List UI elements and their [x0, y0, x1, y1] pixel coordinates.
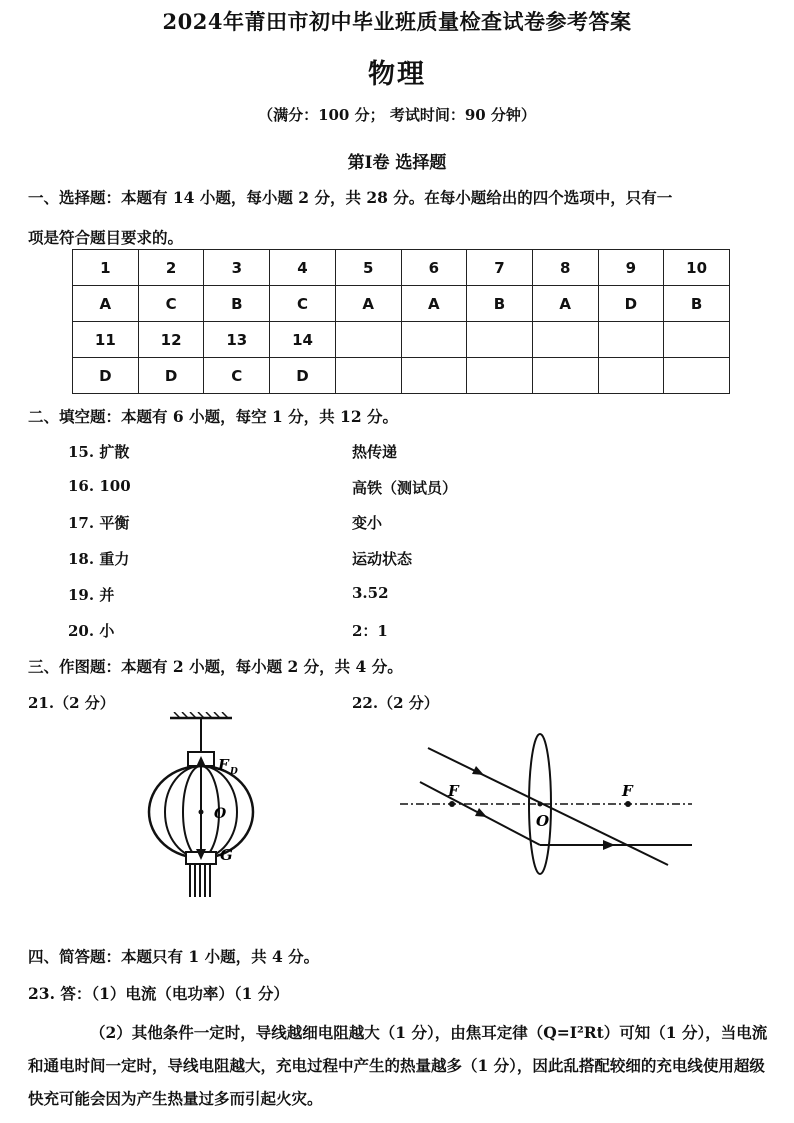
answer-table-cell	[598, 358, 664, 394]
answer-table-cell: A	[532, 286, 598, 322]
section3-heading: 三、作图题：本题有 2 小题，每小题 2 分，共 4 分。	[28, 657, 403, 676]
subject-title: 物理	[368, 59, 426, 90]
answer-table-cell: 11	[73, 322, 139, 358]
answer-table-cell	[532, 358, 598, 394]
answer-table-cell	[467, 358, 533, 394]
question-23-paragraph: （2）其他条件一定时，导线越细电阻越大（1 分），由焦耳定律（Q=I²Rt）可知（1 分），当电流和通电时间一定时，导线电阻越大，充电过程中产生的热量越多（1 分），因此乱搭配较细的充电线使用超级快充可能会因为产生热量过多而引起火灾。	[28, 1023, 768, 1108]
section2-heading: 二、填空题：本题有 6 小题，每空 1 分，共 12 分。	[28, 407, 399, 426]
focus-left-label: F	[448, 782, 459, 800]
answer-table-cell: D	[270, 358, 336, 394]
answer-table-cell: 1	[73, 250, 139, 286]
answer-table-row	[73, 358, 730, 394]
fill-answer-right: 运动状态	[352, 550, 413, 568]
answer-table-cell: A	[401, 286, 467, 322]
optical-center-label: O	[536, 812, 550, 830]
force-f-subscript: D	[230, 767, 238, 777]
fill-answer-left: 19. 并	[68, 586, 115, 604]
answer-table-cell: C	[270, 286, 336, 322]
lantern-force-diagram	[140, 712, 280, 907]
section1-heading-line1: 一、选择题：本题有 14 小题，每小题 2 分，共 28 分。在每小题给出的四个选项中，只有一	[28, 188, 673, 207]
gravity-g-label: G	[220, 846, 233, 864]
answer-table-cell	[532, 322, 598, 358]
answer-table-cell	[335, 322, 401, 358]
answer-table-cell	[664, 358, 730, 394]
fill-answer-left: 18. 重力	[68, 550, 130, 568]
answer-table-cell	[401, 322, 467, 358]
answer-table-cell: B	[664, 286, 730, 322]
answer-table-cell: B	[204, 286, 270, 322]
answer-table-cell: C	[204, 358, 270, 394]
answer-table-cell: D	[138, 358, 204, 394]
answer-table-cell: 2	[138, 250, 204, 286]
force-f-label: F	[218, 756, 229, 774]
question-23-answer: 23. 答：（1）电流（电功率）（1 分）	[28, 984, 289, 1003]
answer-table-cell: 5	[335, 250, 401, 286]
answer-table-cell: B	[467, 286, 533, 322]
answer-table-cell: 10	[664, 250, 730, 286]
section1-heading-line2: 项是符合题目要求的。	[28, 228, 184, 247]
answer-table-cell: 14	[270, 322, 336, 358]
answer-table-cell: 7	[467, 250, 533, 286]
fill-answer-right: 变小	[352, 514, 383, 532]
answer-table-cell	[335, 358, 401, 394]
answer-table-cell: C	[138, 286, 204, 322]
center-o-label: O	[214, 806, 227, 822]
answer-table-cell: 3	[204, 250, 270, 286]
answer-table-cell: D	[598, 286, 664, 322]
fill-answer-right: 热传递	[352, 443, 398, 461]
answer-table-cell: A	[335, 286, 401, 322]
section4-heading: 四、简答题：本题只有 1 小题，共 4 分。	[28, 947, 320, 966]
part-heading: 第Ⅰ卷 选择题	[347, 153, 447, 173]
focus-right-label: F	[622, 782, 633, 800]
fill-answer-left: 17. 平衡	[68, 514, 130, 532]
exam-info: （满分：100 分； 考试时间：90 分钟）	[258, 106, 536, 124]
answer-table-cell	[598, 322, 664, 358]
answer-table-cell: 13	[204, 322, 270, 358]
answer-table-cell: 4	[270, 250, 336, 286]
fill-answer-left: 16. 100	[68, 477, 131, 495]
fill-answer-left: 15. 扩散	[68, 443, 130, 461]
answer-table-cell: 8	[532, 250, 598, 286]
question-22-label: 22.（2 分）	[352, 694, 439, 712]
fill-answer-left: 20. 小	[68, 622, 115, 640]
answer-table-cell	[664, 322, 730, 358]
fill-answer-right: 3.52	[352, 584, 389, 602]
fill-answer-right: 2：1	[352, 622, 388, 640]
answer-table-cell: 6	[401, 250, 467, 286]
fill-answer-right: 高铁（测试员）	[352, 479, 458, 497]
answer-table	[72, 249, 730, 394]
answer-table-row	[73, 322, 730, 358]
answer-table-cell: 12	[138, 322, 204, 358]
page-title: 2024年莆田市初中毕业班质量检查试卷参考答案	[162, 9, 632, 34]
lens-ray-diagram	[392, 728, 702, 878]
answer-table-cell: A	[73, 286, 139, 322]
answer-table-cell: D	[73, 358, 139, 394]
question-21-label: 21.（2 分）	[28, 694, 115, 712]
answer-table-cell: 9	[598, 250, 664, 286]
answer-table-cell	[401, 358, 467, 394]
answer-table-cell	[467, 322, 533, 358]
answer-table-row	[73, 286, 730, 322]
answer-table-row	[73, 250, 730, 286]
